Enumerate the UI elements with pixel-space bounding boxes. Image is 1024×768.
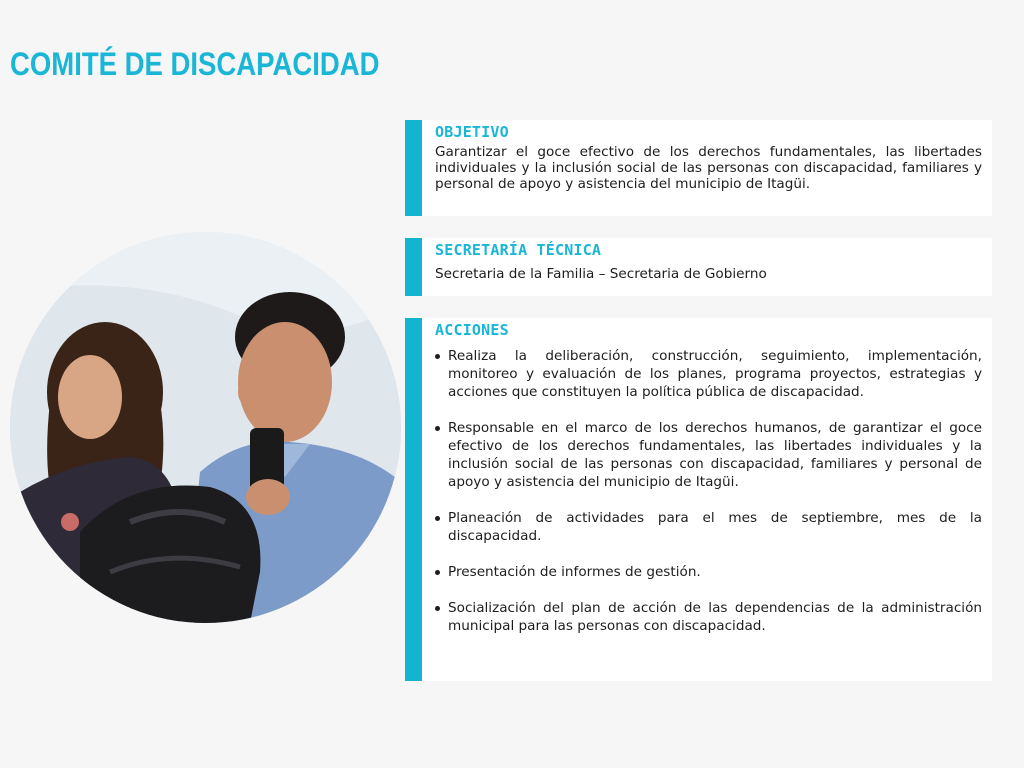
secretaria-text: Secretaria de la Familia – Secretaria de Gobierno	[435, 266, 767, 282]
objetivo-text: Garantizar el goce efectivo de los derechos fundamentales, las libertades individuales y la inclusión social de las personas con discapacidad, familiares y personal de apoyo y asistencia del municipio de Itagüi.	[435, 144, 982, 192]
secretaria-heading: SECRETARÍA TÉCNICA	[435, 241, 602, 259]
bullet-icon	[435, 426, 440, 431]
objetivo-card	[405, 120, 992, 216]
objetivo-heading: OBJETIVO	[435, 123, 509, 141]
action-text: Planeación de actividades para el mes de septiembre, mes de la discapacidad.	[448, 510, 982, 544]
list-item	[435, 563, 982, 581]
bullet-icon	[435, 354, 440, 359]
action-text: Realiza la deliberación, construcción, seguimiento, implementación, monitoreo y evaluación de los planes, programa proyectos, estrategias y acciones que constituyen la política pública de discapacidad.	[448, 348, 982, 400]
action-text: Presentación de informes de gestión.	[448, 564, 701, 580]
list-item	[435, 599, 982, 635]
page-title: COMITÉ DE DISCAPACIDAD	[10, 46, 380, 82]
people-photo	[10, 232, 401, 623]
acciones-heading: ACCIONES	[435, 321, 509, 339]
bullet-icon	[435, 606, 440, 611]
list-item	[435, 347, 982, 401]
list-item	[435, 419, 982, 491]
acciones-card	[405, 318, 992, 681]
action-text: Responsable en el marco de los derechos humanos, de garantizar el goce efectivo de los derechos fundamentales, las libertades individuales y la inclusión social de las personas con discapacidad, familiares y personal de apoyo y asistencia del municipio de Itagüi.	[448, 420, 982, 490]
secretaria-card	[405, 238, 992, 296]
bullet-icon	[435, 570, 440, 575]
list-item	[435, 509, 982, 545]
action-text: Socialización del plan de acción de las dependencias de la administración municipal para las personas con discapacidad.	[448, 600, 982, 634]
people-photo-illustration	[10, 232, 401, 623]
bullet-icon	[435, 516, 440, 521]
acciones-list	[435, 347, 982, 635]
